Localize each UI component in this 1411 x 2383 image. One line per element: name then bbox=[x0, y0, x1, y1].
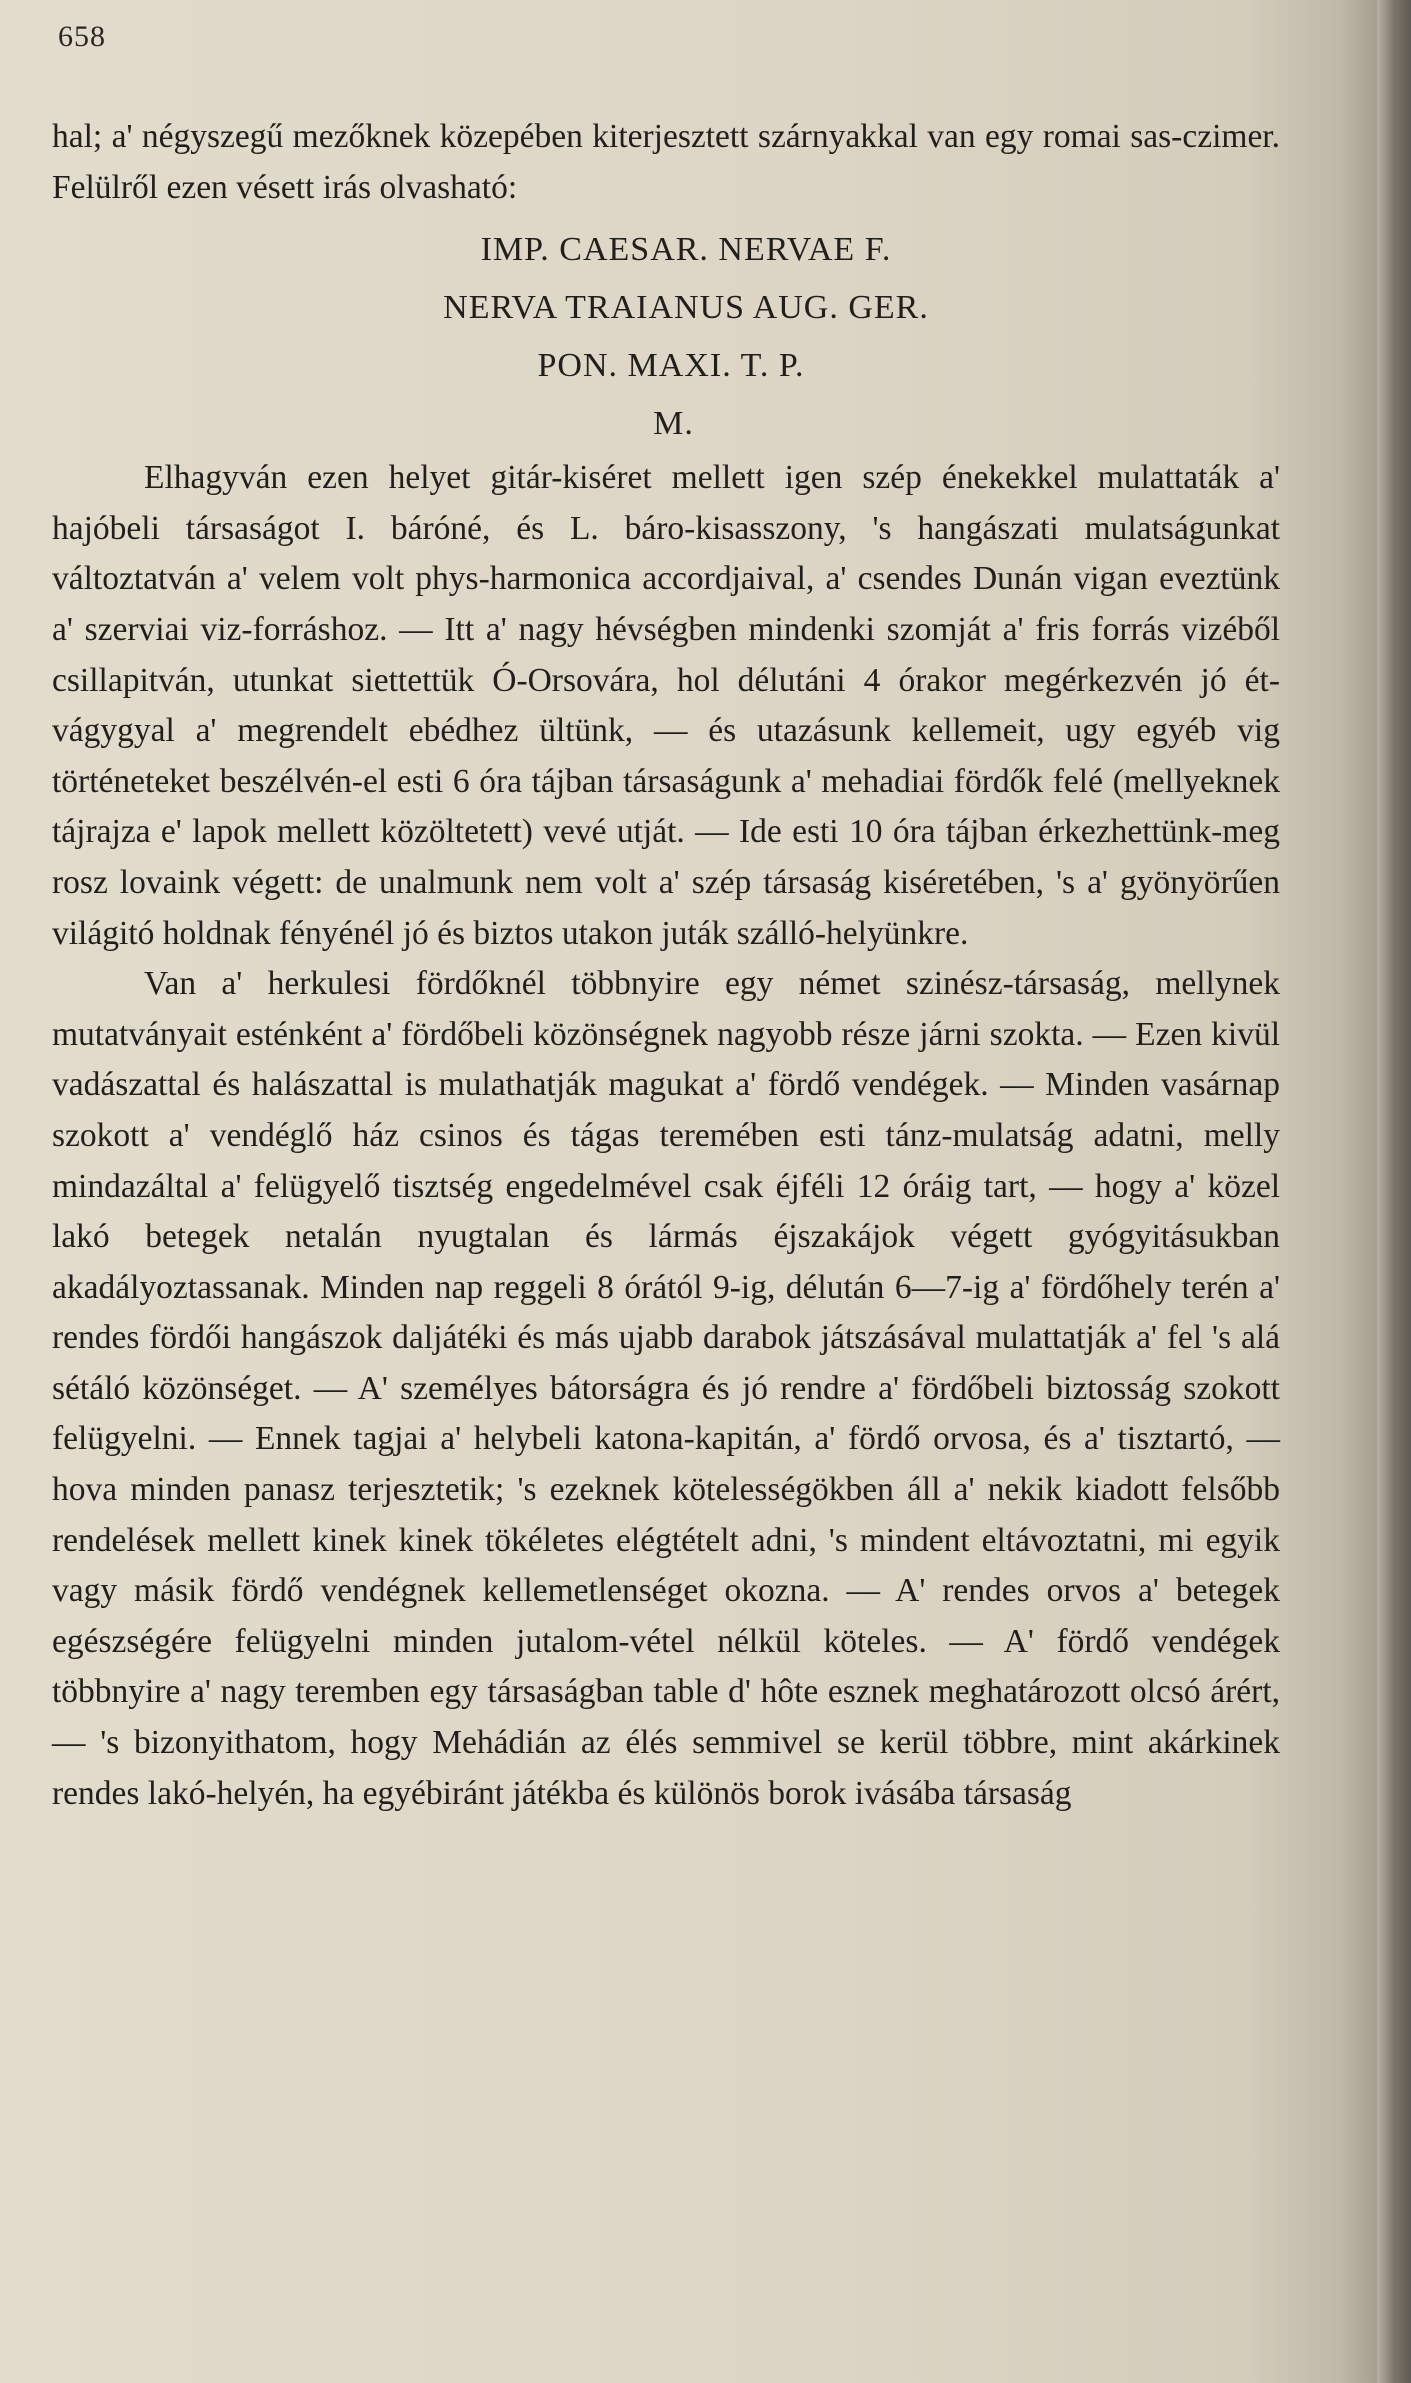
paragraph-journey: Elhagyván ezen helyet gitár-kiséret mellett igen szép énekekkel mulattaták a' hajóbeli társaságot I. báróné, és L. báro-kisasszony, 's hangászati mulatságunkat változtatván a' velem volt phys-harmonica accordjaival, a' csendes Dunán vigan eveztünk a' szerviai viz-forráshoz. — Itt a' nagy hévségben mindenki szomját a' fris forrás vizéből csillapitván, utunkat siettettük Ó-Orsovára, hol délutáni 4 órakor megérkezvén jó ét-vágygyal a' megrendelt ebédhez ültünk, — és utazásunk kellemeit, ugy egyéb vig történeteket beszélvén-el esti 6 óra tájban társaságunk a' mehadiai fördők felé (mellyeknek tájrajza e' lapok mellett közöltetett) vevé utját. — Ide esti 10 óra tájban érkezhettünk-meg rosz lovaink végett: de unalmunk nem volt a' szép társaság kiséretében, 's a' gyönyörűen világitó holdnak fényénél jó és biztos utakon juták szálló-helyünkre. bbox=[52, 459, 1280, 952]
inscription-line: NERVA TRAIANUS AUG. GER. bbox=[443, 289, 929, 327]
inscription-line: PON. MAXI. T. P. bbox=[537, 347, 805, 385]
page-body bbox=[52, 112, 1280, 1819]
paragraph-bath-life: Van a' herkulesi fördőknél többnyire egy német szinész-társaság, mellynek mutatványait esténként a' fördőbeli közönségnek nagyobb része járni szokta. — Ezen kivül vadászattal és halászattal is mulathatják magukat a' fördő vendégek. — Minden vasárnap szokott a' vendéglő ház csinos és tágas teremében esti tánz-mulatság adatni, melly mindazáltal a' felügyelő tisztség engedelmével csak éjféli 12 óráig tart, — hogy a' közel lakó betegek netalán nyugtalan és lármás éjszakájok végett gyógyitásukban akadályoztassanak. Minden nap reggeli 8 órától 9-ig, délután 6—7-ig a' fördőhely terén a' rendes fördői hangászok daljátéki és más ujabb darabok játszásával mulattatják a' fel 's alá sétáló közönséget. — A' személyes bátorságra és jó rendre a' fördőbeli biztosság szokott felügyelni. — Ennek tagjai a' helybeli katona-kapitán, a' fördő orvosa, és a' tisztartó, — hova minden panasz terjesztetik; 's ezeknek kötelességökben áll a' nekik kiadott felsőbb rendelések mellett kinek kinek tökéletes elégtételt adni, 's mindent eltávoztatni, mi egyik vagy másik fördő vendégnek kellemetlenséget okozna. — A' rendes orvos a' betegek egészségére felügyelni minden jutalom-vétel nélkül köteles. — A' fördő vendégek többnyire a' nagy teremben egy társaságban table d' hôte esznek meghatározott olcsó árért, — 's bizonyithatom, hogy Mehádián az élés semmivel se kerül többre, mint akárkinek rendes lakó-helyén, ha egyébiránt játékba és különös borok ivásába társaság bbox=[52, 965, 1280, 1812]
inscription-line: M. bbox=[653, 405, 694, 443]
page-number: 658 bbox=[58, 20, 106, 53]
book-gutter bbox=[1377, 0, 1411, 2383]
inscription-line: IMP. CAESAR. NERVAE F. bbox=[480, 231, 892, 269]
latin-inscription bbox=[52, 221, 1280, 453]
opening-paragraph: hal; a' négyszegű mezőknek közepében kiterjesztett szárnyakkal van egy romai sas-czimer. Felülről ezen vésett irás olvasható: bbox=[52, 118, 1280, 206]
